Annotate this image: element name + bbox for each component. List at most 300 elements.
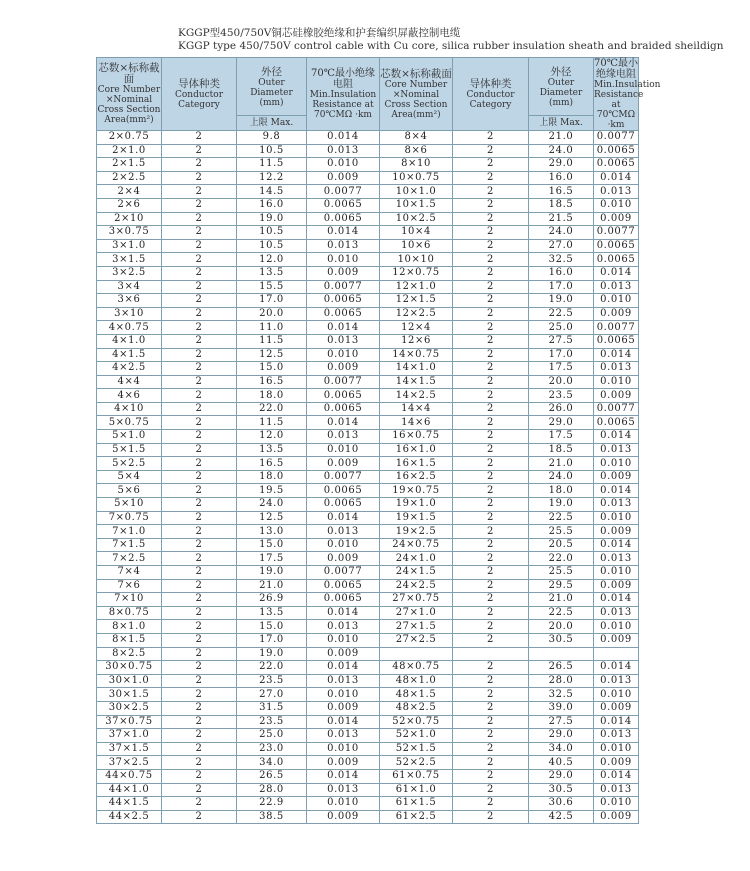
cell-resistance-right: 0.014 [594,715,639,729]
cell-diameter-right: 22.5 [529,606,594,620]
cell-diameter-right: 29.0 [529,158,594,172]
cell-core-left: 3×1.0 [97,239,162,253]
cell-resistance-right: 0.013 [594,362,639,376]
cell-conductor-left: 2 [162,674,237,688]
cell-resistance-right: 0.0077 [594,131,639,145]
cell-core-left: 44×1.0 [97,783,162,797]
cell-core-left: 2×6 [97,198,162,212]
cell-resistance-right: 0.014 [594,430,639,444]
cell-core-left: 3×4 [97,280,162,294]
cell-core-left: 3×1.5 [97,253,162,267]
cell-core-right: 12×2.5 [380,307,453,321]
cell-conductor-left: 2 [162,810,237,824]
header-resistance-cn: 70℃最小绝缘电阻 [594,58,638,80]
cell-core-right: 14×2.5 [380,389,453,403]
cell-diameter-left: 28.0 [237,783,307,797]
cell-diameter-right: 21.0 [529,593,594,607]
cell-conductor-left: 2 [162,470,237,484]
cell-core-right: 52×1.5 [380,742,453,756]
cell-diameter-left: 22.9 [237,797,307,811]
cell-conductor-left: 2 [162,783,237,797]
table-row [97,389,639,403]
cell-resistance-right: 0.013 [594,606,639,620]
table-row [97,375,639,389]
cell-conductor-right: 2 [453,280,529,294]
cell-core-right: 12×0.75 [380,266,453,280]
cell-core-right [380,647,453,661]
cell-diameter-left: 11.5 [237,158,307,172]
cell-diameter-left: 15.5 [237,280,307,294]
cell-resistance-right: 0.013 [594,498,639,512]
cell-conductor-left: 2 [162,620,237,634]
cell-conductor-left: 2 [162,661,237,675]
cell-conductor-right: 2 [453,538,529,552]
cell-core-right: 48×0.75 [380,661,453,675]
table-row [97,593,639,607]
cell-diameter-right: 30.5 [529,783,594,797]
cell-resistance-left: 0.014 [307,769,380,783]
cell-resistance-left: 0.0065 [307,307,380,321]
cell-diameter-right: 16.5 [529,185,594,199]
cell-diameter-left: 19.5 [237,484,307,498]
cell-conductor-right: 2 [453,470,529,484]
table-row [97,212,639,226]
cell-conductor-right: 2 [453,144,529,158]
cell-resistance-right: 0.014 [594,769,639,783]
cell-resistance-left: 0.0065 [307,389,380,403]
cell-conductor-left: 2 [162,769,237,783]
header-diameter-cn: 外径 [550,65,572,78]
cell-conductor-right: 2 [453,185,529,199]
cell-resistance-left: 0.0065 [307,498,380,512]
cell-resistance-right: 0.014 [594,538,639,552]
cell-resistance-left: 0.010 [307,538,380,552]
cell-conductor-right: 2 [453,334,529,348]
cell-conductor-left: 2 [162,715,237,729]
cell-diameter-left: 18.0 [237,389,307,403]
cell-resistance-left: 0.014 [307,606,380,620]
cell-core-left: 7×1.0 [97,525,162,539]
cell-resistance-right: 0.013 [594,674,639,688]
cell-diameter-left: 22.0 [237,402,307,416]
table-row [97,729,639,743]
cell-resistance-left: 0.014 [307,321,380,335]
cell-diameter-right: 21.5 [529,212,594,226]
table-row [97,661,639,675]
cell-conductor-left: 2 [162,280,237,294]
cell-resistance-right: 0.009 [594,756,639,770]
cell-conductor-right: 2 [453,430,529,444]
cell-resistance-left: 0.0077 [307,375,380,389]
cell-diameter-left: 13.5 [237,443,307,457]
cell-diameter-right: 27.5 [529,334,594,348]
table-row [97,348,639,362]
cell-conductor-right: 2 [453,566,529,580]
cell-core-left: 5×1.0 [97,430,162,444]
cell-conductor-right: 2 [453,307,529,321]
cell-core-right: 27×1.5 [380,620,453,634]
cell-diameter-left: 26.9 [237,593,307,607]
cell-core-left: 44×2.5 [97,810,162,824]
cell-diameter-right: 29.5 [529,579,594,593]
table-row [97,321,639,335]
header-conductor-en: Conductor Category [174,90,224,110]
cell-conductor-right: 2 [453,579,529,593]
cell-diameter-left: 21.0 [237,579,307,593]
cell-diameter-left: 17.0 [237,294,307,308]
table-row [97,538,639,552]
cell-core-right: 12×6 [380,334,453,348]
cell-diameter-right: 26.0 [529,402,594,416]
cell-conductor-left: 2 [162,348,237,362]
cell-resistance-left: 0.0065 [307,198,380,212]
cell-diameter-right: 30.6 [529,797,594,811]
cell-core-left: 4×0.75 [97,321,162,335]
cell-core-right: 16×0.75 [380,430,453,444]
cell-diameter-left: 15.0 [237,538,307,552]
table-row [97,144,639,158]
cell-conductor-left: 2 [162,443,237,457]
cell-diameter-right: 32.5 [529,688,594,702]
cell-resistance-right: 0.014 [594,348,639,362]
cell-core-left: 37×2.5 [97,756,162,770]
cell-core-right: 12×1.0 [380,280,453,294]
cell-resistance-left: 0.010 [307,253,380,267]
cell-diameter-right: 20.5 [529,538,594,552]
cell-resistance-right: 0.009 [594,525,639,539]
table-row [97,756,639,770]
cell-resistance-left: 0.009 [307,552,380,566]
table-row [97,566,639,580]
cell-resistance-right: 0.0077 [594,226,639,240]
cell-conductor-left: 2 [162,742,237,756]
table-row [97,457,639,471]
cell-resistance-left: 0.014 [307,511,380,525]
header-diameter-cn: 外径 [261,65,282,78]
cell-conductor-right: 2 [453,484,529,498]
cell-resistance-right: 0.009 [594,307,639,321]
cell-conductor-right: 2 [453,620,529,634]
cell-core-left: 8×1.0 [97,620,162,634]
cell-core-right: 24×2.5 [380,579,453,593]
cell-conductor-right: 2 [453,389,529,403]
cell-core-right: 27×0.75 [380,593,453,607]
cell-core-right: 16×1.5 [380,457,453,471]
cell-core-right: 61×1.5 [380,797,453,811]
cell-conductor-left: 2 [162,457,237,471]
cell-resistance-left: 0.0065 [307,579,380,593]
cell-resistance-right: 0.014 [594,484,639,498]
header-conductor-cn: 导体种类 [178,78,220,90]
cell-resistance-right: 0.013 [594,552,639,566]
cell-core-left: 7×0.75 [97,511,162,525]
cell-core-left: 3×0.75 [97,226,162,240]
cell-core-right: 8×4 [380,131,453,145]
cell-core-right: 8×6 [380,144,453,158]
cell-diameter-right: 18.0 [529,484,594,498]
header-conductor-right [453,58,529,131]
cell-diameter-left: 12.5 [237,348,307,362]
cell-core-left: 8×0.75 [97,606,162,620]
cell-resistance-right: 0.010 [594,797,639,811]
table-row [97,783,639,797]
cell-conductor-right: 2 [453,294,529,308]
cell-diameter-left: 10.5 [237,239,307,253]
cell-conductor-left: 2 [162,158,237,172]
title-chinese: KGGP型450/750V铜芯硅橡胶绝缘和护套编织屏蔽控制电缆 [178,27,461,39]
table-row [97,334,639,348]
cell-core-right: 10×0.75 [380,171,453,185]
cell-diameter-right: 30.5 [529,633,594,647]
cell-core-right: 12×1.5 [380,294,453,308]
cell-conductor-left: 2 [162,579,237,593]
cell-conductor-left: 2 [162,294,237,308]
table-row [97,226,639,240]
cell-conductor-right: 2 [453,701,529,715]
cell-conductor-right: 2 [453,729,529,743]
cell-conductor-right: 2 [453,348,529,362]
cell-diameter-left: 13.5 [237,606,307,620]
cell-resistance-right: 0.013 [594,185,639,199]
cell-diameter-left: 12.0 [237,253,307,267]
cell-conductor-left: 2 [162,226,237,240]
table-row [97,688,639,702]
cell-core-left: 44×0.75 [97,769,162,783]
cell-core-left: 37×1.5 [97,742,162,756]
cell-core-left: 5×10 [97,498,162,512]
cell-core-right: 10×6 [380,239,453,253]
table-row [97,797,639,811]
cell-conductor-left: 2 [162,307,237,321]
cell-diameter-right: 17.5 [529,362,594,376]
cell-resistance-left: 0.013 [307,783,380,797]
cell-resistance-left: 0.014 [307,416,380,430]
table-row [97,416,639,430]
cell-conductor-right: 2 [453,402,529,416]
cell-diameter-right: 22.0 [529,552,594,566]
title-block [178,27,724,53]
cell-resistance-left: 0.0065 [307,484,380,498]
cell-diameter-left: 34.0 [237,756,307,770]
cell-diameter-right: 17.5 [529,430,594,444]
cell-diameter-left: 24.0 [237,498,307,512]
cell-conductor-right: 2 [453,321,529,335]
cell-core-left: 7×1.5 [97,538,162,552]
cell-resistance-left: 0.010 [307,688,380,702]
cell-resistance-left: 0.013 [307,525,380,539]
cell-core-left: 2×10 [97,212,162,226]
cell-diameter-right: 18.5 [529,443,594,457]
cell-diameter-right: 24.0 [529,144,594,158]
cell-conductor-left: 2 [162,729,237,743]
cell-conductor-left: 2 [162,416,237,430]
cell-core-right: 14×0.75 [380,348,453,362]
cell-diameter-right: 25.5 [529,566,594,580]
cell-diameter-left: 14.5 [237,185,307,199]
cell-core-right: 16×2.5 [380,470,453,484]
cell-conductor-left: 2 [162,362,237,376]
cell-core-left: 4×6 [97,389,162,403]
cell-core-left: 30×1.5 [97,688,162,702]
cell-resistance-left: 0.009 [307,647,380,661]
cell-diameter-right: 29.0 [529,769,594,783]
cell-conductor-right: 2 [453,498,529,512]
cell-core-left: 7×6 [97,579,162,593]
cell-conductor-left: 2 [162,552,237,566]
cell-conductor-left: 2 [162,185,237,199]
cell-conductor-right: 2 [453,552,529,566]
cell-resistance-right: 0.010 [594,566,639,580]
table-row [97,402,639,416]
cell-conductor-right: 2 [453,375,529,389]
cell-resistance-left: 0.014 [307,661,380,675]
cell-core-left: 3×2.5 [97,266,162,280]
cell-diameter-right: 39.0 [529,701,594,715]
cell-core-left: 7×10 [97,593,162,607]
header-resistance-cn: 70℃最小绝缘电阻 [311,68,375,90]
cell-conductor-right: 2 [453,525,529,539]
cell-conductor-left: 2 [162,402,237,416]
cell-conductor-right: 2 [453,674,529,688]
cell-diameter-left: 13.0 [237,525,307,539]
cell-conductor-right: 2 [453,783,529,797]
cell-resistance-right: 0.009 [594,389,639,403]
table-row [97,171,639,185]
cell-core-left: 7×4 [97,566,162,580]
cell-core-right: 16×1.0 [380,443,453,457]
cell-resistance-left: 0.010 [307,742,380,756]
cell-resistance-left: 0.0065 [307,593,380,607]
header-core-cn: 芯数×标称截面 [98,62,160,85]
header-diameter-left [237,58,307,116]
cell-resistance-right: 0.010 [594,198,639,212]
cell-diameter-left: 11.5 [237,334,307,348]
cell-conductor-right: 2 [453,171,529,185]
cell-diameter-right: 24.0 [529,226,594,240]
cell-resistance-left: 0.009 [307,756,380,770]
cell-resistance-right: 0.0077 [594,321,639,335]
cell-conductor-right: 2 [453,633,529,647]
cell-resistance-right: 0.013 [594,783,639,797]
cell-diameter-right: 16.0 [529,266,594,280]
cell-resistance-left: 0.009 [307,362,380,376]
cell-resistance-left: 0.010 [307,348,380,362]
cell-diameter-left: 17.5 [237,552,307,566]
cell-resistance-left: 0.0077 [307,566,380,580]
cell-core-right: 48×1.0 [380,674,453,688]
cell-diameter-left: 38.5 [237,810,307,824]
cell-diameter-left: 16.5 [237,375,307,389]
cell-core-right: 19×1.5 [380,511,453,525]
cell-core-right: 52×1.0 [380,729,453,743]
table-row [97,674,639,688]
cell-conductor-left: 2 [162,688,237,702]
header-diameter-en: Outer Diameter (mm) [539,77,583,108]
cell-resistance-left: 0.014 [307,131,380,145]
cell-diameter-right: 40.5 [529,756,594,770]
table-row [97,769,639,783]
cell-conductor-left: 2 [162,430,237,444]
cell-diameter-right: 42.5 [529,810,594,824]
header-conductor-left [162,58,237,131]
table-row [97,484,639,498]
table-row [97,280,639,294]
cell-core-left: 7×2.5 [97,552,162,566]
cell-resistance-left: 0.009 [307,266,380,280]
cell-resistance-left: 0.010 [307,443,380,457]
cell-resistance-right: 0.013 [594,280,639,294]
cell-conductor-left: 2 [162,633,237,647]
cell-core-right: 14×1.5 [380,375,453,389]
cell-resistance-right: 0.0065 [594,239,639,253]
cell-diameter-right: 20.0 [529,375,594,389]
table-row [97,511,639,525]
cell-conductor-left: 2 [162,647,237,661]
cell-resistance-left: 0.013 [307,620,380,634]
cell-conductor-left: 2 [162,566,237,580]
cell-diameter-left: 20.0 [237,307,307,321]
cell-diameter-left: 31.5 [237,701,307,715]
cell-core-left: 2×0.75 [97,131,162,145]
table-row [97,620,639,634]
cell-core-left: 4×4 [97,375,162,389]
cell-conductor-right: 2 [453,212,529,226]
cell-diameter-right: 27.5 [529,715,594,729]
header-resistance-right [594,58,661,131]
cell-resistance-left: 0.013 [307,430,380,444]
cell-resistance-right: 0.009 [594,701,639,715]
table-row [97,525,639,539]
cell-diameter-right: 29.0 [529,416,594,430]
cell-conductor-right: 2 [453,810,529,824]
cell-core-left: 30×1.0 [97,674,162,688]
cell-conductor-right: 2 [453,797,529,811]
cell-core-right: 61×0.75 [380,769,453,783]
table-row [97,579,639,593]
cell-conductor-left: 2 [162,797,237,811]
cell-diameter-left: 12.0 [237,430,307,444]
cell-diameter-right: 25.5 [529,525,594,539]
cell-conductor-right: 2 [453,511,529,525]
cell-resistance-right: 0.0065 [594,416,639,430]
cell-resistance-right: 0.014 [594,171,639,185]
cell-diameter-left: 19.0 [237,566,307,580]
cell-core-right: 10×2.5 [380,212,453,226]
table-row [97,131,639,145]
cell-diameter-right: 28.0 [529,674,594,688]
cell-conductor-right: 2 [453,239,529,253]
cell-resistance-right: 0.0065 [594,334,639,348]
cell-core-left: 37×1.0 [97,729,162,743]
header-diameter-en: Outer Diameter (mm) [250,77,293,108]
header-core-cn: 芯数×标称截面 [380,67,452,80]
cell-diameter-left: 11.5 [237,416,307,430]
cell-conductor-left: 2 [162,606,237,620]
cell-resistance-left: 0.014 [307,715,380,729]
cell-resistance-right: 0.010 [594,742,639,756]
cell-resistance-left: 0.013 [307,334,380,348]
cell-core-right: 19×2.5 [380,525,453,539]
table-row [97,742,639,756]
table-row [97,307,639,321]
cell-core-left: 5×0.75 [97,416,162,430]
cell-resistance-right: 0.0065 [594,158,639,172]
cell-diameter-right: 22.5 [529,307,594,321]
table-row [97,253,639,267]
cell-resistance-left: 0.009 [307,457,380,471]
cell-core-right: 61×1.0 [380,783,453,797]
header-core-en: Core Number ×Nominal Cross Section Area(mm²) [384,79,448,120]
